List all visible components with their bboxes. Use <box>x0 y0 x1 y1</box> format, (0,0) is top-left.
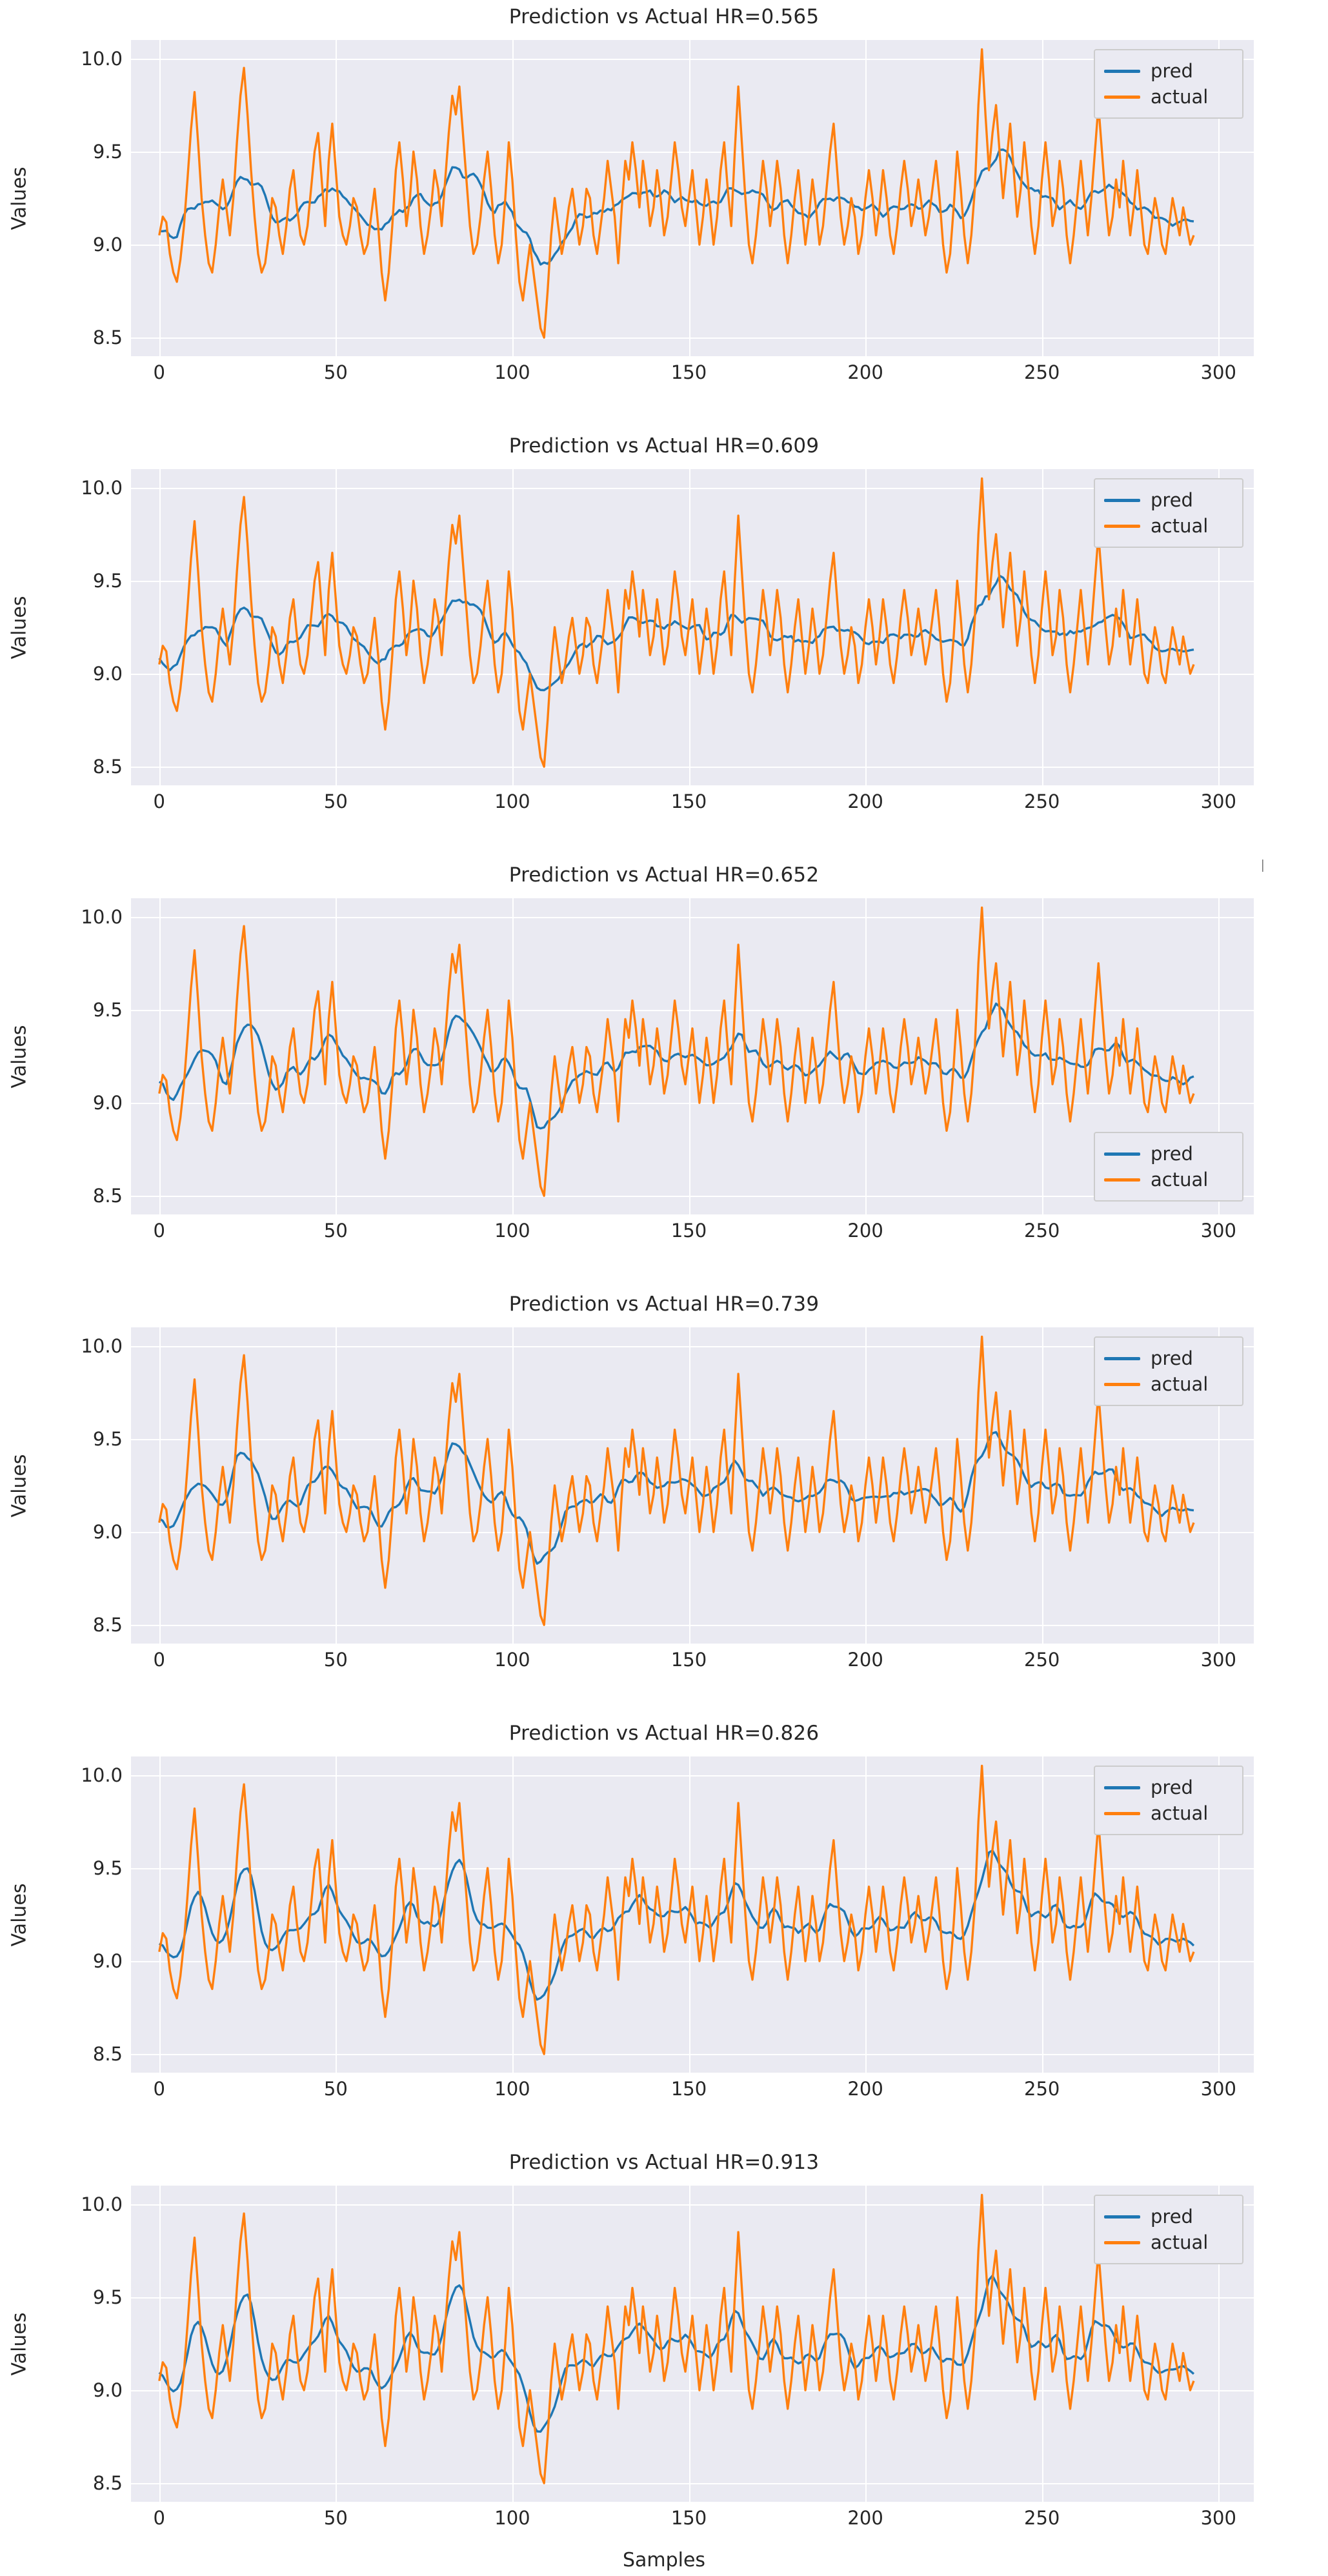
y-tick-label: 10.0 <box>81 1334 123 1357</box>
plot-area <box>131 2186 1254 2502</box>
legend-label-actual: actual <box>1151 86 1209 108</box>
x-tick-label: 300 <box>1200 2078 1236 2100</box>
y-tick-label: 10.0 <box>81 476 123 499</box>
series-canvas <box>131 1327 1254 1644</box>
y-tick-label: 9.0 <box>92 234 123 256</box>
legend-label-pred: pred <box>1151 60 1193 82</box>
chart-panel <box>0 1716 1328 2146</box>
x-tick-label: 50 <box>323 361 348 383</box>
legend[interactable] <box>1094 1336 1243 1406</box>
legend-swatch-actual <box>1104 1178 1140 1182</box>
legend-swatch-actual <box>1104 96 1140 99</box>
legend-swatch-pred <box>1104 499 1140 502</box>
y-tick-label: 9.0 <box>92 663 123 685</box>
x-tick-label: 0 <box>153 1220 165 1242</box>
panel-title: Prediction vs Actual HR=0.609 <box>508 434 820 458</box>
legend[interactable] <box>1094 49 1243 119</box>
legend-swatch-pred <box>1104 1357 1140 1360</box>
series-canvas <box>131 2186 1254 2502</box>
y-axis-label-text: Values <box>8 1453 31 1518</box>
x-tick-label: 100 <box>494 790 530 812</box>
x-tick-label: 250 <box>1024 1649 1060 1671</box>
x-tick-label: 300 <box>1200 1220 1236 1242</box>
x-tick-label: 100 <box>494 2507 530 2529</box>
x-tick-label: 0 <box>153 790 165 812</box>
legend[interactable] <box>1094 1766 1243 1835</box>
legend-label-pred: pred <box>1151 1776 1193 1798</box>
legend-item-actual[interactable] <box>1104 1800 1231 1826</box>
legend-item-actual[interactable] <box>1104 1167 1231 1192</box>
legend-label-actual: actual <box>1151 1169 1209 1191</box>
legend-item-actual[interactable] <box>1104 2229 1231 2255</box>
y-tick-labels <box>0 898 123 1214</box>
chart-panel <box>0 858 1328 1287</box>
y-tick-label: 10.0 <box>81 2193 123 2215</box>
panel-title: Prediction vs Actual HR=0.652 <box>508 863 820 887</box>
x-tick-label: 250 <box>1024 361 1060 383</box>
y-tick-label: 9.0 <box>92 1092 123 1114</box>
legend-item-pred[interactable] <box>1104 1775 1231 1800</box>
y-tick-label: 8.5 <box>92 2472 123 2495</box>
y-tick-label: 9.0 <box>92 1950 123 1973</box>
legend-label-actual: actual <box>1151 2231 1209 2253</box>
y-tick-labels <box>0 2186 123 2502</box>
x-tick-label: 300 <box>1200 361 1236 383</box>
x-tick-label: 100 <box>494 1649 530 1671</box>
y-tick-label: 9.5 <box>92 569 123 592</box>
x-tick-label: 150 <box>670 1220 707 1242</box>
x-tick-label: 100 <box>494 361 530 383</box>
y-tick-labels <box>0 1756 123 2073</box>
x-tick-label: 50 <box>323 1220 348 1242</box>
x-tick-label: 0 <box>153 1649 165 1671</box>
x-tick-label: 300 <box>1200 790 1236 812</box>
x-tick-label: 150 <box>670 2507 707 2529</box>
series-line-actual <box>159 2195 1194 2483</box>
legend-item-pred[interactable] <box>1104 487 1231 513</box>
series-line-actual <box>159 49 1194 337</box>
y-tick-label: 10.0 <box>81 47 123 70</box>
plot-area <box>131 469 1254 785</box>
x-tick-label: 250 <box>1024 1220 1060 1242</box>
x-tick-label: 200 <box>847 790 883 812</box>
x-tick-label: 150 <box>670 361 707 383</box>
legend[interactable] <box>1094 478 1243 548</box>
series-line-actual <box>159 1766 1194 2054</box>
legend[interactable] <box>1094 1132 1243 1202</box>
series-line-pred <box>159 150 1194 265</box>
x-tick-label: 200 <box>847 2078 883 2100</box>
y-axis-label-text: Values <box>8 1024 31 1089</box>
x-tick-label: 0 <box>153 2507 165 2529</box>
y-tick-label: 10.0 <box>81 905 123 928</box>
x-tick-label: 200 <box>847 2507 883 2529</box>
plot-area <box>131 1756 1254 2073</box>
chart-panel <box>0 0 1328 429</box>
y-tick-label: 9.5 <box>92 2286 123 2308</box>
x-tick-label: 50 <box>323 790 348 812</box>
y-tick-label: 9.5 <box>92 998 123 1021</box>
x-tick-label: 200 <box>847 361 883 383</box>
legend-item-actual[interactable] <box>1104 84 1231 110</box>
x-tick-label: 0 <box>153 361 165 383</box>
x-tick-label: 50 <box>323 1649 348 1671</box>
y-tick-label: 9.5 <box>92 1857 123 1879</box>
x-tick-label: 150 <box>670 2078 707 2100</box>
plot-area <box>131 898 1254 1214</box>
x-tick-labels <box>131 1649 1254 1675</box>
chart-panel <box>0 1287 1328 1716</box>
x-tick-label: 250 <box>1024 2078 1060 2100</box>
y-tick-label: 10.0 <box>81 1764 123 1786</box>
x-tick-label: 250 <box>1024 790 1060 812</box>
y-tick-label: 8.5 <box>92 327 123 349</box>
x-tick-labels <box>131 1220 1254 1245</box>
panel-title: Prediction vs Actual HR=0.739 <box>508 1293 820 1316</box>
legend-item-actual[interactable] <box>1104 513 1231 539</box>
legend-item-pred[interactable] <box>1104 2204 1231 2229</box>
legend-label-actual: actual <box>1151 515 1209 537</box>
legend-label-actual: actual <box>1151 1373 1209 1395</box>
series-canvas <box>131 1756 1254 2073</box>
x-tick-label: 150 <box>670 790 707 812</box>
y-tick-label: 8.5 <box>92 756 123 778</box>
x-tick-label: 300 <box>1200 1649 1236 1671</box>
x-axis-label: Samples <box>622 2549 706 2571</box>
panel-title: Prediction vs Actual HR=0.826 <box>508 1722 820 1745</box>
legend-label-pred: pred <box>1151 2206 1193 2228</box>
y-axis-label-text: Values <box>8 166 31 230</box>
legend-item-actual[interactable] <box>1104 1371 1231 1397</box>
legend-swatch-actual <box>1104 2241 1140 2244</box>
x-tick-label: 100 <box>494 1220 530 1242</box>
x-tick-labels <box>131 2078 1254 2104</box>
y-tick-label: 9.5 <box>92 140 123 163</box>
x-tick-label: 0 <box>153 2078 165 2100</box>
x-tick-label: 50 <box>323 2078 348 2100</box>
chart-panel <box>0 2146 1328 2575</box>
series-canvas <box>131 469 1254 785</box>
legend-swatch-actual <box>1104 1812 1140 1815</box>
x-tick-labels <box>131 361 1254 387</box>
series-canvas <box>131 40 1254 356</box>
legend-swatch-actual <box>1104 1383 1140 1386</box>
legend-swatch-pred <box>1104 2215 1140 2219</box>
legend-swatch-actual <box>1104 525 1140 528</box>
y-tick-label: 8.5 <box>92 2043 123 2066</box>
series-canvas <box>131 898 1254 1214</box>
legend-swatch-pred <box>1104 70 1140 73</box>
x-tick-label: 150 <box>670 1649 707 1671</box>
legend-swatch-pred <box>1104 1152 1140 1156</box>
plot-area <box>131 40 1254 356</box>
legend-swatch-pred <box>1104 1786 1140 1789</box>
legend-label-pred: pred <box>1151 1347 1193 1369</box>
y-axis-label-text: Values <box>8 1882 31 1947</box>
x-tick-labels <box>131 2507 1254 2533</box>
x-tick-label: 250 <box>1024 2507 1060 2529</box>
x-tick-label: 300 <box>1200 2507 1236 2529</box>
y-tick-labels <box>0 1327 123 1644</box>
plot-area <box>131 1327 1254 1644</box>
y-tick-labels <box>0 469 123 785</box>
y-tick-label: 8.5 <box>92 1614 123 1636</box>
legend-item-pred[interactable] <box>1104 1141 1231 1167</box>
panel-title: Prediction vs Actual HR=0.565 <box>508 5 820 28</box>
stray-mark: │ <box>1260 860 1266 872</box>
legend-label-actual: actual <box>1151 1802 1209 1824</box>
chart-panel <box>0 429 1328 858</box>
x-tick-label: 100 <box>494 2078 530 2100</box>
x-tick-label: 200 <box>847 1220 883 1242</box>
legend-item-pred[interactable] <box>1104 1345 1231 1371</box>
legend-item-pred[interactable] <box>1104 58 1231 84</box>
legend[interactable] <box>1094 2195 1243 2264</box>
y-axis-label-text: Values <box>8 595 31 659</box>
y-tick-label: 9.0 <box>92 2379 123 2402</box>
panel-title: Prediction vs Actual HR=0.913 <box>508 2151 820 2174</box>
x-tick-label: 50 <box>323 2507 348 2529</box>
x-tick-label: 200 <box>847 1649 883 1671</box>
y-axis-label-text: Values <box>8 2311 31 2376</box>
legend-label-pred: pred <box>1151 489 1193 511</box>
y-tick-labels <box>0 40 123 356</box>
legend-label-pred: pred <box>1151 1143 1193 1165</box>
y-tick-label: 9.5 <box>92 1427 123 1450</box>
y-tick-label: 8.5 <box>92 1185 123 1207</box>
y-tick-label: 9.0 <box>92 1521 123 1544</box>
x-tick-labels <box>131 790 1254 816</box>
series-line-actual <box>159 907 1194 1196</box>
